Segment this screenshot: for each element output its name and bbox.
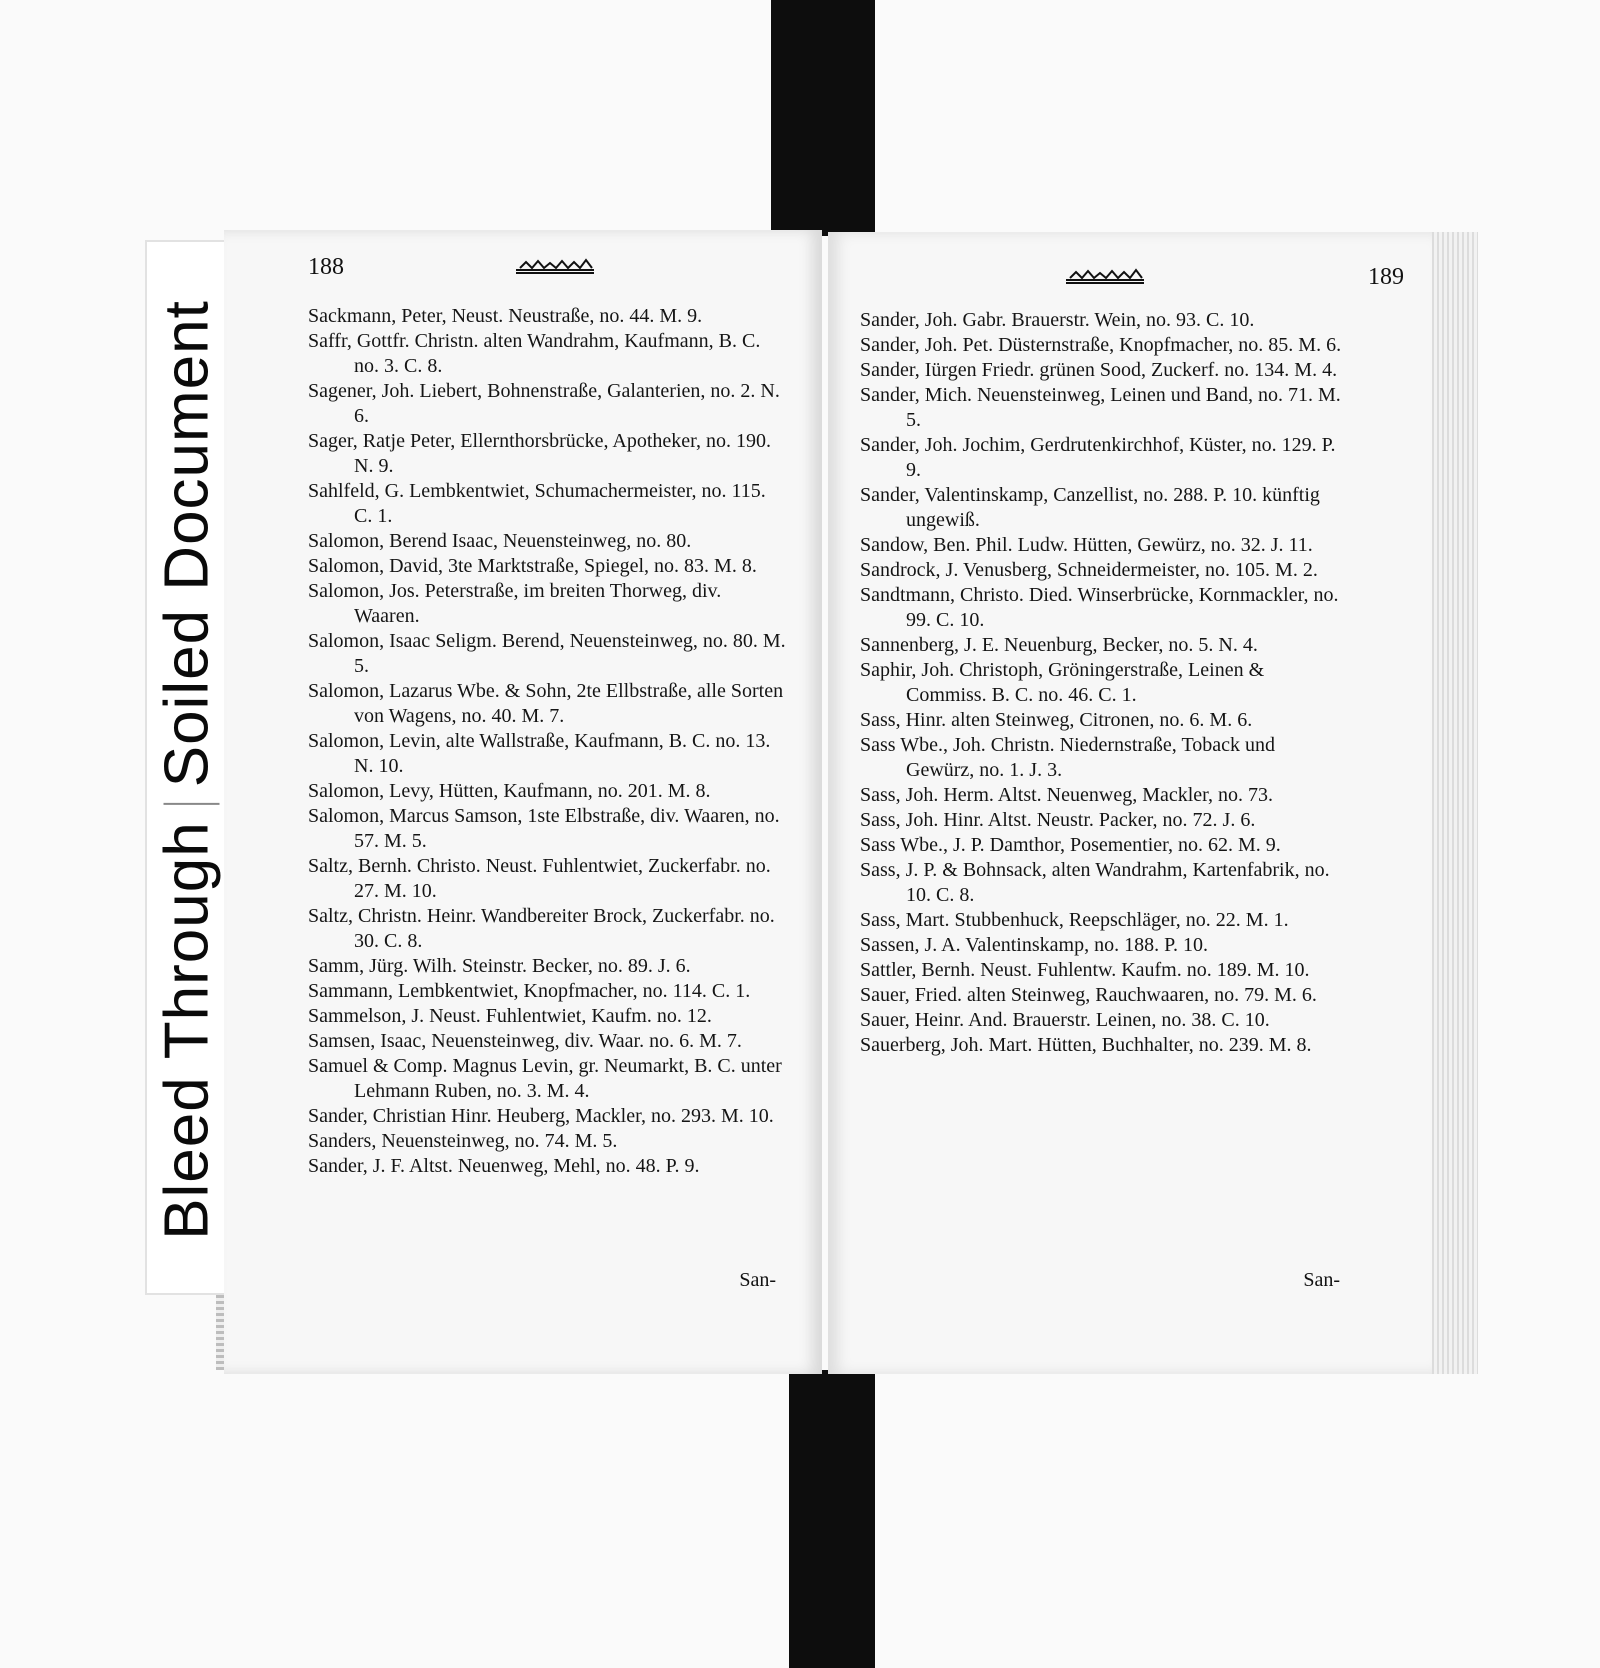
directory-entry: Sahlfeld, G. Lembkentwiet, Schumachermeister, no. 115. C. 1. — [308, 480, 766, 527]
directory-entry: Sandow, Ben. Phil. Ludw. Hütten, Gewürz, no. 32. J. 11. — [860, 534, 1313, 556]
directory-entry: Sauer, Fried. alten Steinweg, Rauchwaaren, no. 79. M. 6. — [860, 984, 1317, 1006]
ornament-icon — [514, 256, 596, 276]
right-page-stack-edge — [1432, 232, 1478, 1374]
directory-entry: Saphir, Joh. Christoph, Gröningerstraße, Leinen & Commiss. B. C. no. 46. C. 1. — [860, 659, 1265, 706]
directory-entry: Sander, Mich. Neuensteinweg, Leinen und Band, no. 71. M. 5. — [860, 384, 1341, 431]
directory-entry: Sass, J. P. & Bohnsack, alten Wandrahm, Kartenfabrik, no. 10. C. 8. — [860, 859, 1330, 906]
directory-entry: Samuel & Comp. Magnus Levin, gr. Neumarkt, B. C. unter Lehmann Ruben, no. 3. M. 4. — [308, 1055, 782, 1102]
directory-entry: Sanders, Neuensteinweg, no. 74. M. 5. — [308, 1130, 618, 1152]
directory-entry: Sander, Joh. Gabr. Brauerstr. Wein, no. 93. C. 10. — [860, 309, 1255, 331]
catchword-left: San- — [739, 1269, 776, 1291]
directory-entry: Sannenberg, J. E. Neuenburg, Becker, no. 5. N. 4. — [860, 634, 1258, 656]
directory-entry: Sammann, Lembkentwiet, Knopfmacher, no. 114. C. 1. — [308, 980, 751, 1002]
directory-entry: Salomon, David, 3te Marktstraße, Spiegel, no. 83. M. 8. — [308, 555, 757, 577]
directory-entry: Salomon, Lazarus Wbe. & Sohn, 2te Ellbstraße, alle Sorten von Wagens, no. 40. M. 7. — [308, 680, 784, 727]
directory-entry: Sagener, Joh. Liebert, Bohnenstraße, Galanterien, no. 2. N. 6. — [308, 380, 780, 427]
directory-entry: Sandrock, J. Venusberg, Schneidermeister, no. 105. M. 2. — [860, 559, 1318, 581]
directory-entry: Samsen, Isaac, Neuensteinweg, div. Waar. no. 6. M. 7. — [308, 1030, 742, 1052]
directory-entry: Saltz, Christn. Heinr. Wandbereiter Brock, Zuckerfabr. no. 30. C. 8. — [308, 905, 775, 952]
directory-entry: Sass, Joh. Hinr. Altst. Neustr. Packer, no. 72. J. 6. — [860, 809, 1256, 831]
directory-entry: Saltz, Bernh. Christo. Neust. Fuhlentwiet, Zuckerfabr. no. 27. M. 10. — [308, 855, 771, 902]
directory-entry: Sander, Christian Hinr. Heuberg, Mackler, no. 293. M. 10. — [308, 1105, 774, 1127]
classification-label — [152, 300, 223, 1240]
directory-entry: Sander, Joh. Pet. Düsternstraße, Knopfmacher, no. 85. M. 6. — [860, 334, 1342, 356]
directory-entry: Salomon, Isaac Seligm. Berend, Neuensteinweg, no. 80. M. 5. — [308, 630, 786, 677]
page-number-right: 189 — [1368, 264, 1404, 290]
directory-entry: Sass, Joh. Herm. Altst. Neuenweg, Mackler, no. 73. — [860, 784, 1274, 806]
directory-entry: Sauerberg, Joh. Mart. Hütten, Buchhalter, no. 239. M. 8. — [860, 1034, 1312, 1056]
ornament-icon — [1064, 266, 1146, 286]
directory-entry: Sackmann, Peter, Neust. Neustraße, no. 44. M. 9. — [308, 305, 703, 327]
directory-entry: Saffr, Gottfr. Christn. alten Wandrahm, Kaufmann, B. C. no. 3. C. 8. — [308, 330, 761, 377]
directory-entry: Salomon, Marcus Samson, 1ste Elbstraße, div. Waaren, no. 57. M. 5. — [308, 805, 780, 852]
directory-entry: Samm, Jürg. Wilh. Steinstr. Becker, no. 89. J. 6. — [308, 955, 691, 977]
directory-entry: Sager, Ratje Peter, Ellernthorsbrücke, Apotheker, no. 190. N. 9. — [308, 430, 772, 477]
directory-entries-right — [860, 308, 1344, 1058]
directory-entry: Sass, Hinr. alten Steinweg, Citronen, no. 6. M. 6. — [860, 709, 1253, 731]
directory-entry: Sammelson, J. Neust. Fuhlentwiet, Kaufm. no. 12. — [308, 1005, 712, 1027]
directory-entry: Sass Wbe., Joh. Christn. Niedernstraße, Toback und Gewürz, no. 1. J. 3. — [860, 734, 1276, 781]
catchword-right: San- — [1303, 1269, 1340, 1291]
directory-entries-left — [308, 304, 788, 1179]
label-soiled-document: Soiled Document — [152, 300, 222, 788]
directory-entry: Salomon, Berend Isaac, Neuensteinweg, no. 80. — [308, 530, 692, 552]
binding-strap-top — [771, 0, 875, 236]
right-page — [828, 232, 1432, 1374]
left-page — [224, 230, 822, 1374]
directory-entry: Salomon, Levin, alte Wallstraße, Kaufmann, B. C. no. 13. N. 10. — [308, 730, 771, 777]
directory-entry: Sander, Valentinskamp, Canzellist, no. 288. P. 10. künftig ungewiß. — [860, 484, 1320, 531]
directory-entry: Sassen, J. A. Valentinskamp, no. 188. P. 10. — [860, 934, 1208, 956]
directory-entry: Sander, J. F. Altst. Neuenweg, Mehl, no. 48. P. 9. — [308, 1155, 700, 1177]
directory-entry: Salomon, Jos. Peterstraße, im breiten Thorweg, div. Waaren. — [308, 580, 722, 627]
directory-entry: Sass Wbe., J. P. Damthor, Posementier, no. 62. M. 9. — [860, 834, 1281, 856]
page-number-left: 188 — [308, 254, 344, 280]
directory-entry: Sander, Joh. Jochim, Gerdrutenkirchhof, Küster, no. 129. P. 9. — [860, 434, 1336, 481]
directory-entry: Sauer, Heinr. And. Brauerstr. Leinen, no. 38. C. 10. — [860, 1009, 1270, 1031]
directory-entry: Sandtmann, Christo. Died. Winserbrücke, Kornmackler, no. 99. C. 10. — [860, 584, 1339, 631]
directory-entry: Sass, Mart. Stubbenhuck, Reepschläger, no. 22. M. 1. — [860, 909, 1289, 931]
directory-entry: Salomon, Levy, Hütten, Kaufmann, no. 201. M. 8. — [308, 780, 711, 802]
directory-entry: Sander, Iürgen Friedr. grünen Sood, Zuckerf. no. 134. M. 4. — [860, 359, 1338, 381]
directory-entry: Sattler, Bernh. Neust. Fuhlentw. Kaufm. no. 189. M. 10. — [860, 959, 1310, 981]
label-bleed-through: Bleed Through — [152, 821, 222, 1240]
label-separator — [163, 803, 219, 805]
binding-strap-bottom — [789, 1370, 875, 1668]
